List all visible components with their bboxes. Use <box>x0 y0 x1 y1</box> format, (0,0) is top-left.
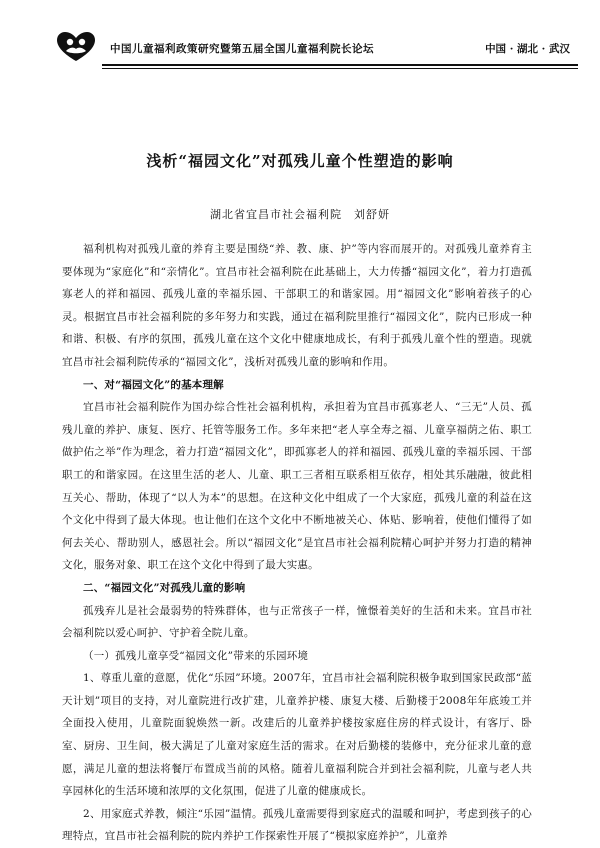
page-header <box>54 26 574 70</box>
section-heading-2: 二、“福园文化”对孤残儿童的影响 <box>83 581 246 594</box>
paragraph-section-2: 孤残弃儿是社会最弱势的特殊群体，也与正常孩子一样，憧憬着美好的生活和未来。宜昌市社会福利院以爱心呵护、守护着全院儿童。 <box>62 604 532 640</box>
subsection-heading-1: （一）孤残儿童享受“福园文化”带来的乐园环境 <box>83 649 309 662</box>
article-body <box>62 238 532 848</box>
header-rule <box>102 64 578 66</box>
header-rule-thin <box>102 68 578 69</box>
paragraph-section-1: 宜昌市社会福利院作为国办综合性社会福利机构，承担着为宜昌市孤寡老人、“三无”人员、孤残儿童的养护、康复、医疗、托管等服务工作。多年来把“老人享全寿之福、儿童享福荫之佑、职工做护佑之举”作为理念，着力打造“福园文化”，即孤寡老人的祥和福园、孤残儿童的幸福乐园、干部职工的和谐家园。在这里生活的老人、儿童、职工三者相互联系相互依存，相处其乐融融，彼此相互关心、帮助，体现了“以人为本”的思想。在这种文化中组成了一个大家庭，孤残儿童的利益在这个文化中得到了最大体现。也让他们在这个文化中不断地被关心、体贴、影响着，使他们懂得了如何去关心、帮助别人，感恩社会。所以“福园文化”是宜昌市社会福利院精心呵护并努力打造的精神文化，服务对象、职工在这个文化中得到了最大实惠。 <box>62 401 532 572</box>
child-welfare-logo-icon <box>54 30 98 64</box>
conference-location: 中国 · 湖北 · 武汉 <box>485 43 570 55</box>
paragraph-item-2: 2、用家庭式养教，倾注“乐园”温情。孤残儿童需要得到家庭式的温暖和呵护，考虑到孩子的心理特点，宜昌市社会福利院的院内养护工作探索性开展了“模拟家庭养护”，儿童养 <box>62 807 532 843</box>
running-head: 中国儿童福利政策研究暨第五届全国儿童福利院长论坛 <box>110 43 374 55</box>
paragraph-intro: 福利机构对孤残儿童的养育主要是围绕“养、教、康、护”等内容而展开的。对孤残儿童养育主要体现为“家庭化”和“亲情化”。宜昌市社会福利院在此基础上，大力传播“福园文化”，着力打造孤寡老人的祥和福园、孤残儿童的幸福乐园、干部职工的和谐家园。用“福园文化”影响着孩子的心灵。根据宜昌市社会福利院的多年努力和实践，通过在福利院里推行“福园文化”，院内已形成一种和谐、积极、有序的氛围，孤残儿童在这个文化中健康地成长，有利于孤残儿童个性的塑造。现就宜昌市社会福利院传承的“福园文化”，浅析对孤残儿童的影响和作用。 <box>62 243 532 368</box>
paragraph-item-1: 1、尊重儿童的意愿，优化“乐园”环境。2007年，宜昌市社会福利院积极争取到国家民政部“蓝天计划”项目的支持，对儿童院进行改扩建，儿童养护楼、康复大楼、后勤楼于2008年年底竣工并全面投入使用，儿童院面貌焕然一新。改建后的儿童养护楼按家庭住房的样式设计，有客厅、卧室、厨房、卫生间，极大满足了儿童对家庭生活的需求。在对后勤楼的装修中，充分征求儿童的意愿，满足儿童的想法将餐厅布置成当前的风格。随着儿童福利院合并到社会福利院，儿童与老人共享园林化的生活环境和浓厚的文化氛围，促进了儿童的健康成长。 <box>62 672 532 798</box>
article-title: 浅析“福园文化”对孤残儿童个性塑造的影响 <box>146 152 454 170</box>
section-heading-1: 一、对“福园文化”的基本理解 <box>83 378 224 391</box>
author-line: 湖北省宜昌市社会福利院 刘舒妍 <box>210 208 390 221</box>
